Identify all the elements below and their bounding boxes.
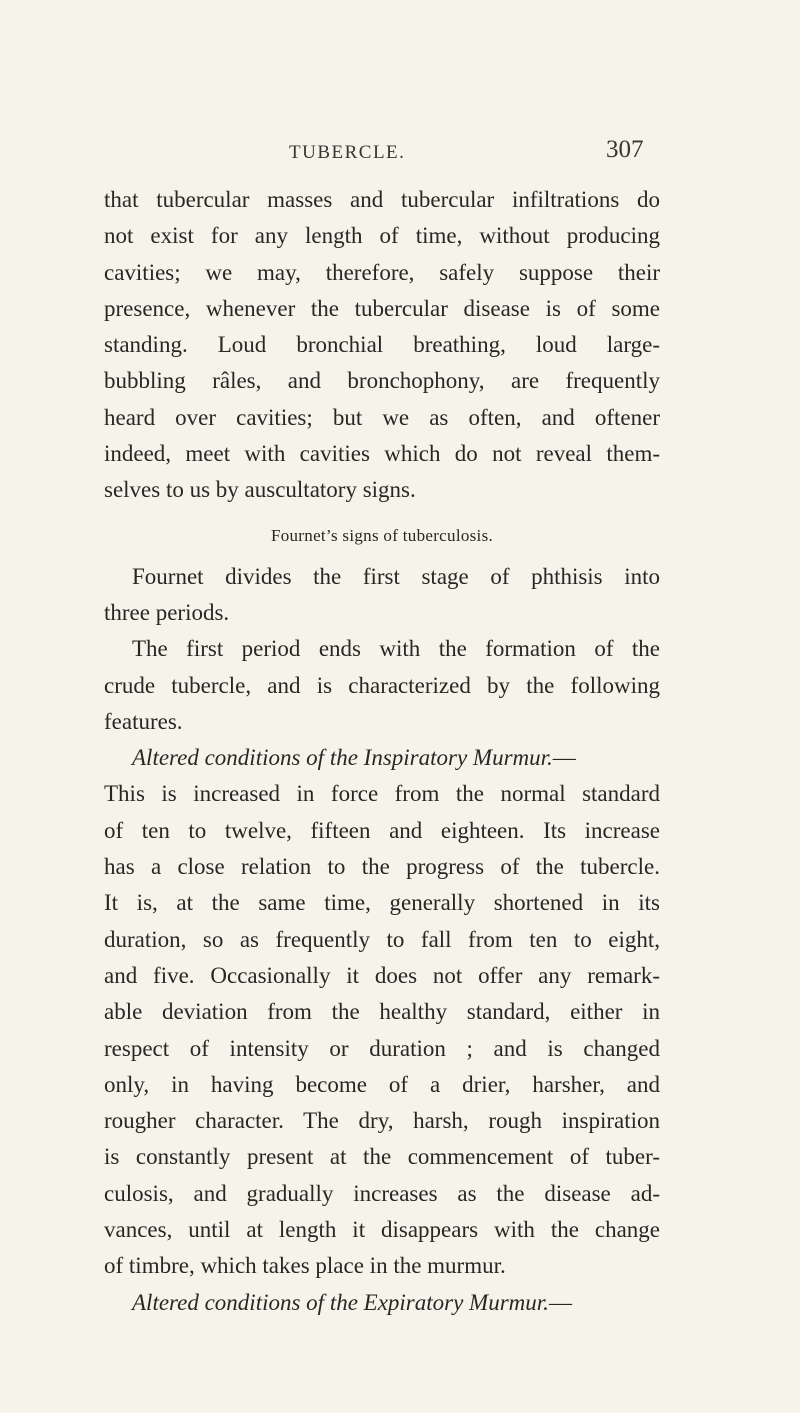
- text-line: selves to us by auscultatory signs.: [104, 477, 416, 503]
- text-line: heard over cavities; but we as often, and oftener: [104, 404, 660, 430]
- text-line: vances, until at length it disappears with the change: [104, 1217, 660, 1243]
- text-line: of timbre, which takes place in the murmur.: [104, 1253, 506, 1279]
- text-line: duration, so as frequently to fall from ten to eight,: [104, 926, 660, 952]
- paragraph-lead: [104, 740, 660, 776]
- text-line: standing. Loud bronchial breathing, loud large-: [104, 332, 660, 358]
- text-line: crude tubercle, and is characterized by the following: [104, 672, 660, 698]
- text-line: has a close relation to the progress of the tubercle.: [104, 854, 660, 880]
- italic-lead: Altered conditions of the Expiratory Murmur.: [132, 1289, 549, 1315]
- text-line: bubbling râles, and bronchophony, are frequently: [104, 368, 660, 394]
- text-line: that tubercular masses and tubercular infiltrations do: [104, 187, 660, 212]
- text-line: three periods.: [104, 599, 230, 625]
- running-head: [0, 136, 800, 176]
- running-title: TUBERCLE.: [289, 142, 406, 163]
- body-text: [104, 182, 660, 1321]
- text-line: cavities; we may, therefore, safely suppose their: [104, 259, 660, 285]
- text-line: This is increased in force from the normal standard: [104, 781, 660, 807]
- italic-lead: Altered conditions of the Inspiratory Murmur.: [132, 745, 553, 771]
- text-line: features.: [104, 708, 183, 734]
- text-line: respect of intensity or duration ; and is changed: [104, 1035, 660, 1061]
- text-line: Fournet divides the first stage of phthisis into: [132, 563, 660, 589]
- lead-dash: —: [548, 1289, 572, 1315]
- section-heading: Fournet’s signs of tuberculosis.: [270, 525, 494, 545]
- text-line: and five. Occasionally it does not offer any remark-: [104, 962, 660, 988]
- text-line: of ten to twelve, fifteen and eighteen. Its increase: [104, 817, 660, 843]
- lead-dash: —: [552, 745, 576, 771]
- text-line: not exist for any length of time, without producing: [104, 223, 660, 249]
- text-line: rougher character. The dry, harsh, rough inspiration: [104, 1108, 660, 1134]
- text-line: The first period ends with the formation of the: [132, 636, 660, 662]
- text-line: is constantly present at the commencement of tuber-: [104, 1144, 660, 1170]
- text-line: culosis, and gradually increases as the disease ad-: [104, 1180, 660, 1206]
- text-line: It is, at the same time, generally shortened in its: [104, 890, 660, 916]
- text-line: presence, whenever the tubercular disease is of some: [104, 295, 660, 321]
- page-number: 307: [606, 136, 644, 163]
- paragraph-lead: [104, 1285, 660, 1321]
- text-line: able deviation from the healthy standard, either in: [104, 999, 660, 1025]
- text-line: indeed, meet with cavities which do not reveal them-: [104, 441, 660, 467]
- text-line: only, in having become of a drier, harsher, and: [104, 1071, 660, 1097]
